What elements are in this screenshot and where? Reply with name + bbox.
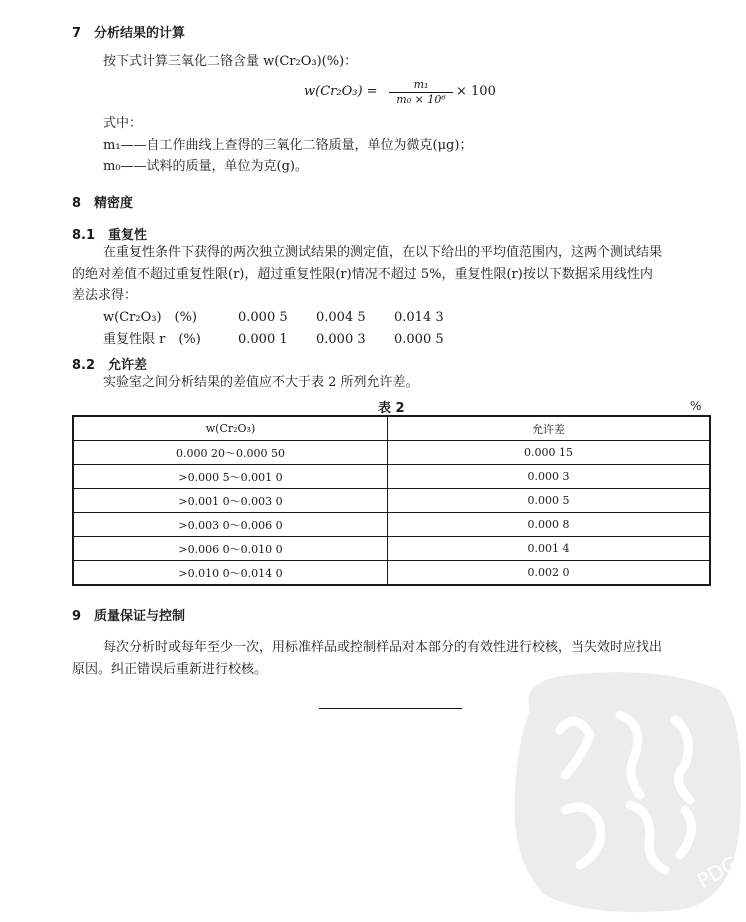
rep-row2-label: 重复性限 r (%)	[103, 332, 201, 347]
section-9-heading: 9 质量保证与控制	[72, 609, 186, 624]
watermark-text: PDG	[692, 850, 743, 894]
tolerance-table	[72, 415, 711, 586]
section-8-1-heading: 8.1 重复性	[72, 228, 148, 243]
qa-line-2: 原因。纠正错误后重新进行校核。	[72, 662, 268, 677]
formula-lhs: w(Cr₂O₃) =	[304, 84, 378, 99]
section-7-intro: 按下式计算三氧化二铬含量 w(Cr₂O₃)(%)：	[103, 54, 358, 69]
formula-fraction	[389, 79, 453, 106]
table-cell-range: >0.006 0～0.010 0	[73, 537, 388, 561]
table-row	[73, 441, 710, 465]
table-cell-range: >0.003 0～0.006 0	[73, 513, 388, 537]
rep-row2-value: 0.000 5	[394, 332, 444, 347]
column-header-content: w(Cr₂O₃)	[73, 416, 388, 441]
table-cell-range: >0.010 0～0.014 0	[73, 561, 388, 586]
where-label: 式中：	[103, 116, 143, 131]
section-8-2-heading: 8.2 允许差	[72, 358, 148, 373]
table-cell-range: >0.000 5～0.001 0	[73, 465, 388, 489]
end-rule	[319, 708, 462, 709]
qa-line-1: 每次分析时或每年至少一次，用标准样品或控制样品对本部分的有效性进行校核，当失效时应找出	[103, 640, 663, 655]
table-cell-tolerance: 0.000 3	[388, 465, 711, 489]
formula-denominator: m₀ × 10⁶	[396, 93, 446, 106]
watermark-seal	[500, 660, 746, 918]
rep-row1-value: 0.014 3	[394, 310, 444, 325]
repeatability-line-3: 差法求得：	[72, 288, 138, 303]
table-cell-range: >0.001 0～0.003 0	[73, 489, 388, 513]
column-header-tolerance: 允许差	[388, 416, 711, 441]
variable-m0-def: m₀——试料的质量，单位为克(g)。	[103, 159, 309, 174]
table-row	[73, 537, 710, 561]
table-row	[73, 561, 710, 586]
table-2-unit: %	[690, 399, 702, 413]
table-cell-tolerance: 0.000 5	[388, 489, 711, 513]
rep-row2-value: 0.000 3	[316, 332, 366, 347]
variable-m1-def: m₁——自工作曲线上查得的三氧化二铬质量，单位为微克(μg)；	[103, 138, 473, 153]
rep-row1-label: w(Cr₂O₃) (%)	[103, 310, 198, 325]
table-cell-tolerance: 0.002 0	[388, 561, 711, 586]
table-cell-range: 0.000 20～0.000 50	[73, 441, 388, 465]
table-cell-tolerance: 0.001 4	[388, 537, 711, 561]
rep-row2-value: 0.000 1	[238, 332, 288, 347]
tolerance-text: 实验室之间分析结果的差值应不大于表 2 所列允许差。	[103, 375, 419, 390]
table-cell-tolerance: 0.000 8	[388, 513, 711, 537]
section-8-heading: 8 精密度	[72, 196, 134, 211]
table-row	[73, 489, 710, 513]
rep-row1-value: 0.004 5	[316, 310, 366, 325]
formula-numerator: m₁	[413, 78, 429, 91]
table-row	[73, 513, 710, 537]
section-7-heading: 7 分析结果的计算	[72, 26, 186, 41]
rep-row1-value: 0.000 5	[238, 310, 288, 325]
table-header-row	[73, 416, 710, 441]
table-2-title: 表 2	[378, 401, 405, 416]
repeatability-line-1: 在重复性条件下获得的两次独立测试结果的测定值，在以下给出的平均值范围内，这两个测试结果	[103, 245, 663, 260]
repeatability-line-2: 的绝对差值不超过重复性限(r)，超过重复性限(r)情况不超过 5%，重复性限(r)按以下数据采用线性内	[72, 267, 653, 282]
formula-multiplier: × 100	[456, 84, 496, 99]
table-row	[73, 465, 710, 489]
table-cell-tolerance: 0.000 15	[388, 441, 711, 465]
